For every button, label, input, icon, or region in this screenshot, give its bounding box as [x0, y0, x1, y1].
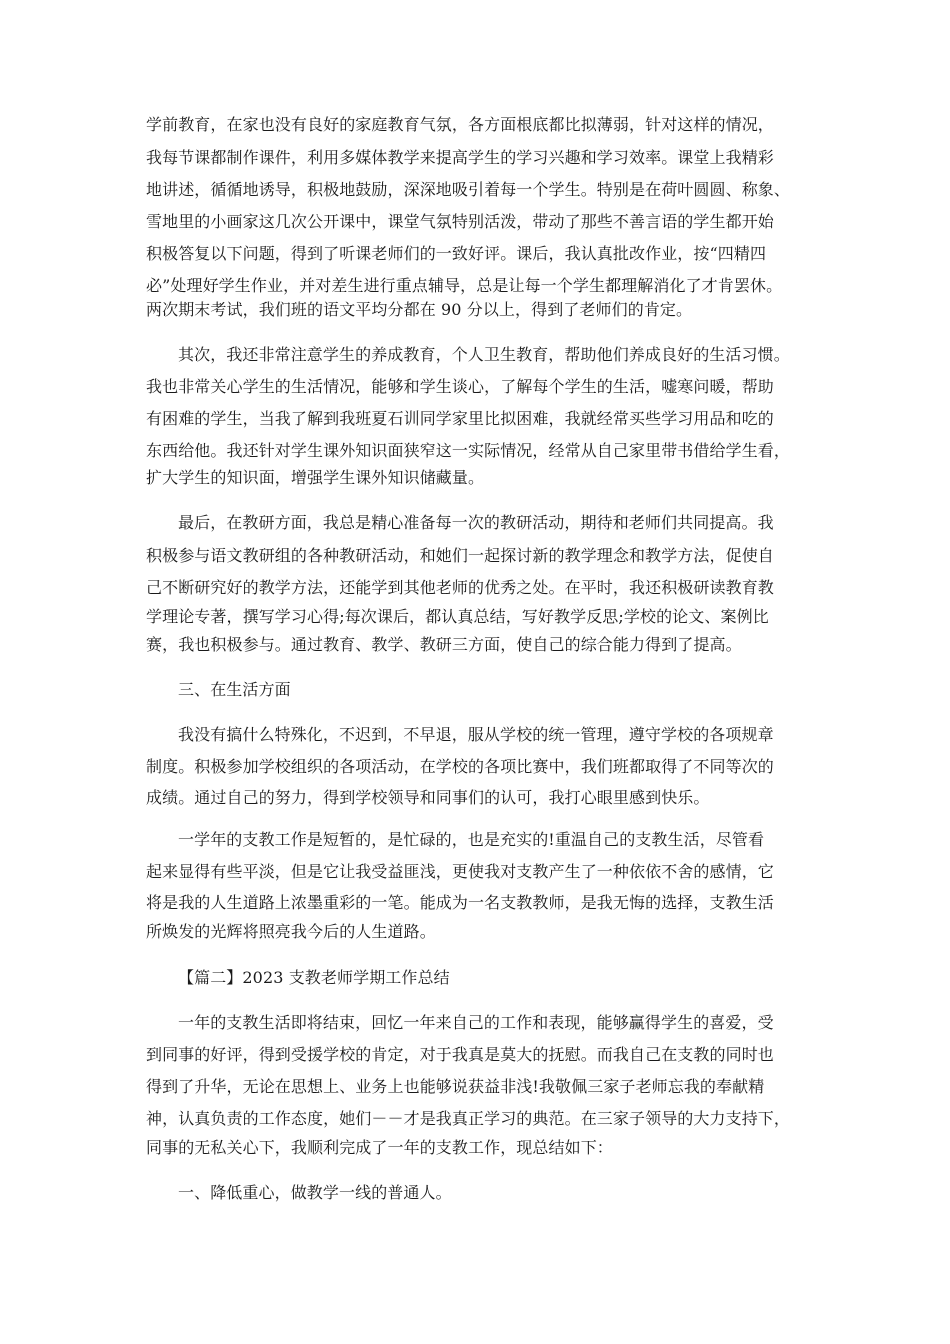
paragraph-first-line: 我没有搞什么特殊化，不迟到，不早退，服从学校的统一管理，遵守学校的各项规章 [178, 725, 774, 744]
text-line: 东西给他。我还针对学生课外知识面狭窄这一实际情况，经常从自己家里带书借给学生看， [146, 441, 791, 460]
text-line: 神，认真负责的工作态度，她们－－才是我真正学习的典范。在三家子领导的大力支持下， [146, 1109, 791, 1128]
text-line: 扩大学生的知识面，增强学生课外知识储藏量。 [146, 468, 485, 487]
text-line: 制度。积极参加学校组织的各项活动，在学校的各项比赛中，我们班都取得了不同等次的 [146, 757, 774, 776]
article-heading: 【篇二】2023 支教老师学期工作总结 [178, 968, 450, 987]
text-line: 成绩。通过自己的努力，得到学校领导和同事们的认可，我打心眼里感到快乐。 [146, 788, 710, 807]
text-line: 将是我的人生道路上浓墨重彩的一笔。能成为一名支教教师，是我无悔的选择，支教生活 [146, 893, 774, 912]
section-heading: 三、在生活方面 [178, 680, 291, 699]
text-line: 我每节课都制作课件，利用多媒体教学来提高学生的学习兴趣和学习效率。课堂上我精彩 [146, 148, 774, 167]
text-line: 我也非常关心学生的生活情况，能够和学生谈心，了解每个学生的生活，嘘寒问暖，帮助 [146, 377, 774, 396]
text-line: 有困难的学生，当我了解到我班夏石训同学家里比拟困难，我就经常买些学习用品和吃的 [146, 409, 774, 428]
text-line: 学理论专著，撰写学习心得;每次课后，都认真总结，写好教学反思;学校的论文、案例比 [146, 607, 769, 626]
text-line: 地讲述，循循地诱导，积极地鼓励，深深地吸引着每一个学生。特别是在荷叶圆圆、称象、 [146, 180, 791, 199]
paragraph-first-line: 一年的支教生活即将结束，回忆一年来自己的工作和表现，能够赢得学生的喜爱，受 [178, 1013, 774, 1032]
text-line: 赛，我也积极参与。通过教育、教学、教研三方面，使自己的综合能力得到了提高。 [146, 635, 742, 654]
text-line: 己不断研究好的教学方法，还能学到其他老师的优秀之处。在平时，我还积极研读教育教 [146, 578, 774, 597]
paragraph-first-line: 最后，在教研方面，我总是精心准备每一次的教研活动，期待和老师们共同提高。我 [178, 513, 774, 532]
paragraph-first-line: 其次，我还非常注意学生的养成教育，个人卫生教育，帮助他们养成良好的生活习惯。 [178, 345, 790, 364]
text-line: 必”处理好学生作业，并对差生进行重点辅导，总是让每一个学生都理解消化了才肯罢休。 [146, 276, 783, 295]
text-line: 同事的无私关心下，我顺利完成了一年的支教工作，现总结如下： [146, 1138, 613, 1157]
paragraph-first-line: 一学年的支教工作是短暂的，是忙碌的，也是充实的!重温自己的支教生活，尽管看 [178, 830, 765, 849]
text-line: 积极答复以下问题，得到了听课老师们的一致好评。课后，我认真批改作业，按“四精四 [146, 244, 767, 263]
text-line: 起来显得有些平淡，但是它让我受益匪浅，更使我对支教产生了一种依依不舍的感情，它 [146, 862, 774, 881]
text-line: 学前教育，在家也没有良好的家庭教育气氛，各方面根底都比拟薄弱，针对这样的情况， [146, 115, 774, 134]
text-line: 得到了升华，无论在思想上、业务上也能够说获益非浅!我敬佩三家子老师忘我的奉献精 [146, 1077, 765, 1096]
text-line: 到同事的好评，得到受援学校的肯定，对于我真是莫大的抚慰。而我自己在支教的同时也 [146, 1045, 774, 1064]
text-line: 所焕发的光辉将照亮我今后的人生道路。 [146, 922, 436, 941]
section-heading: 一、降低重心，做教学一线的普通人。 [178, 1183, 452, 1202]
text-line: 两次期末考试，我们班的语文平均分都在 90 分以上，得到了老师们的肯定。 [146, 300, 693, 319]
text-line: 雪地里的小画家这几次公开课中，课堂气氛特别活泼，带动了那些不善言语的学生都开始 [146, 212, 774, 231]
text-line: 积极参与语文教研组的各种教研活动，和她们一起探讨新的教学理念和教学方法，促使自 [146, 546, 774, 565]
